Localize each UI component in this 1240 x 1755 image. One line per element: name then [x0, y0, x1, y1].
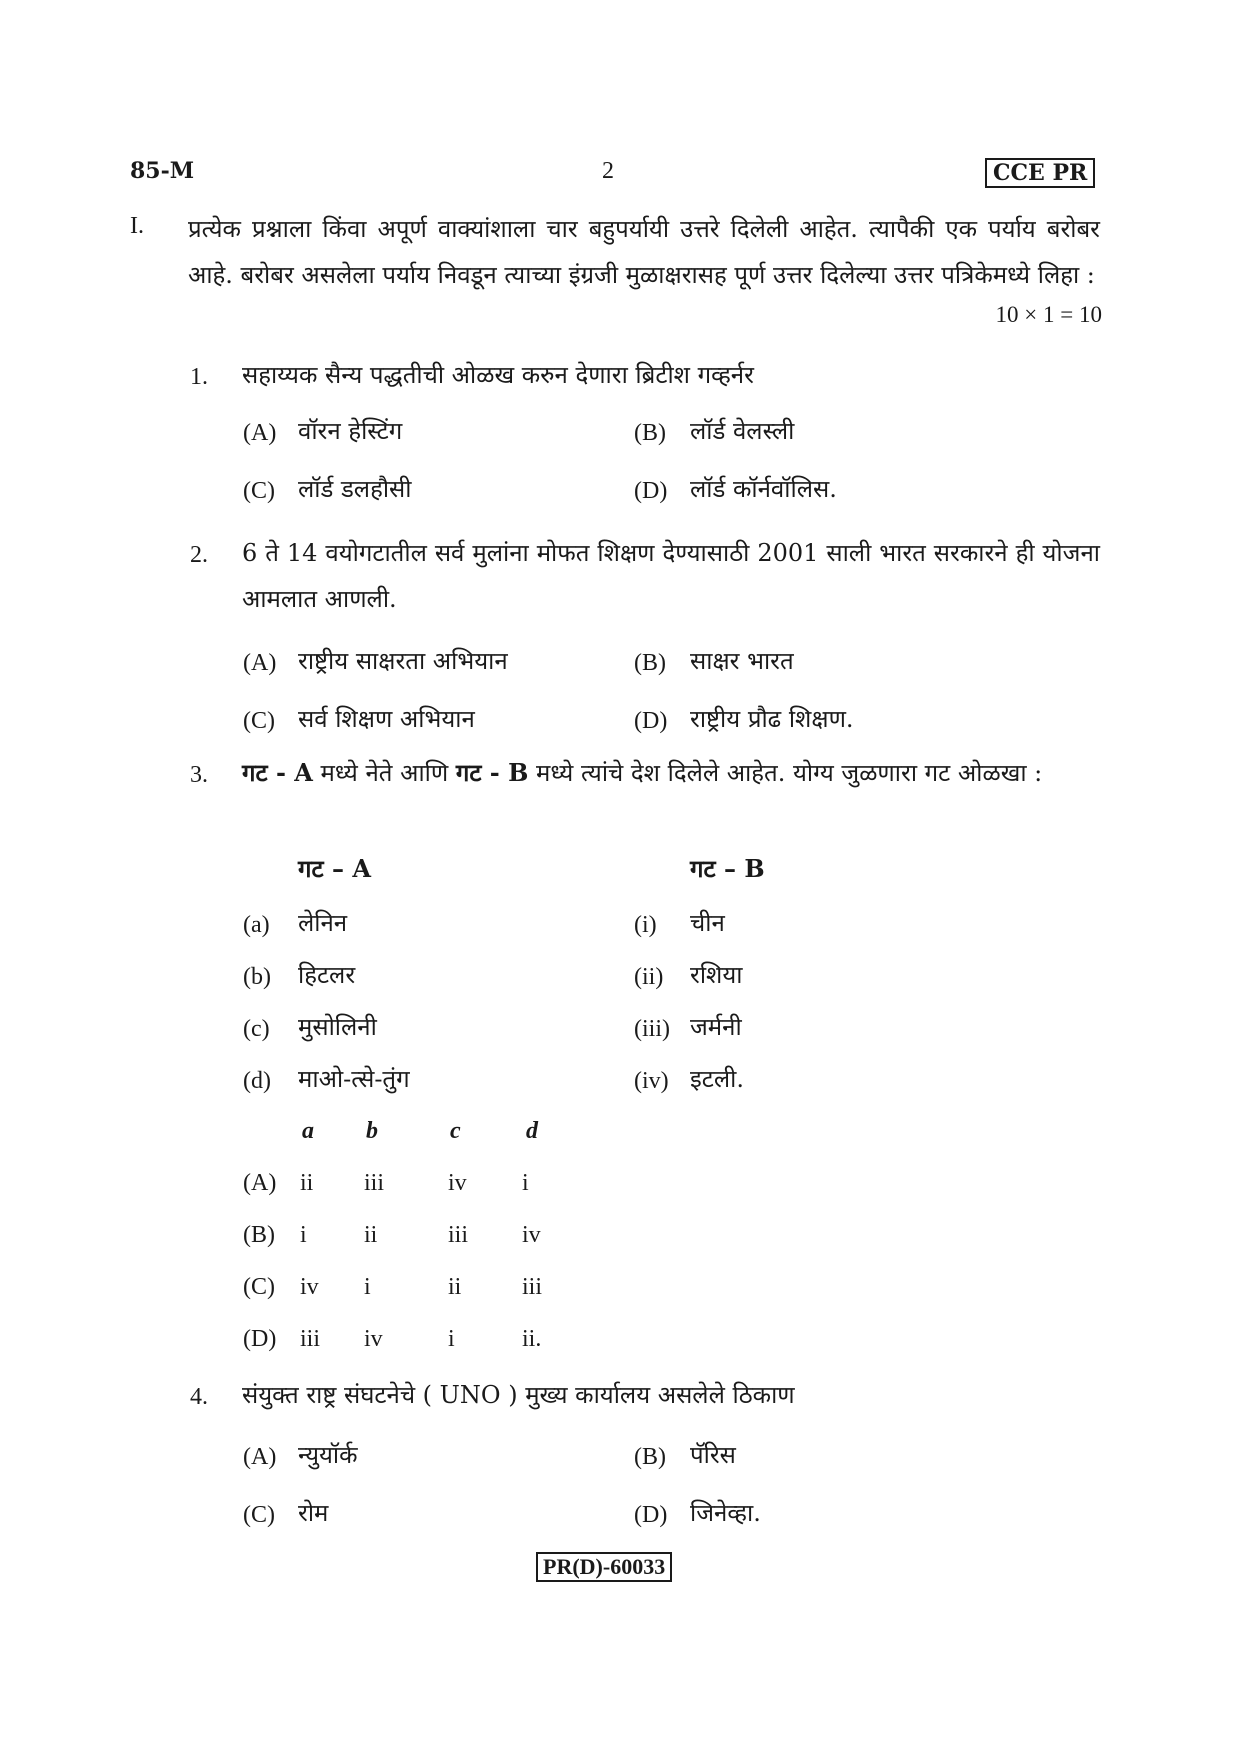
- q1-option-d-label: (D): [634, 478, 668, 504]
- group-b-label-iv: (iv): [634, 1068, 669, 1094]
- match-header-c: c: [450, 1118, 461, 1144]
- group-b-item-ii: रशिया: [690, 961, 743, 989]
- match-cell: iv: [522, 1222, 541, 1248]
- group-b-inline: गट - B: [455, 758, 529, 787]
- group-a-label-a: (a): [243, 912, 270, 938]
- page-number: 2: [602, 158, 614, 184]
- group-b-label-iii: (iii): [634, 1016, 670, 1042]
- q1-option-a-label: (A): [243, 420, 277, 446]
- match-cell: i: [448, 1326, 455, 1352]
- section-number: I.: [130, 213, 144, 239]
- match-cell: ii: [448, 1274, 462, 1300]
- q4-option-b-label: (B): [634, 1444, 666, 1470]
- group-a-label-b: (b): [243, 964, 271, 990]
- match-option-c-label: (C): [243, 1274, 275, 1300]
- paper-code: 85-M: [130, 158, 195, 184]
- q2-option-c-text: सर्व शिक्षण अभियान: [298, 705, 475, 733]
- match-header-b: b: [366, 1118, 378, 1144]
- match-cell: iii: [448, 1222, 469, 1248]
- group-b-label-ii: (ii): [634, 964, 664, 990]
- match-header-a: a: [302, 1118, 314, 1144]
- q4-option-a-text: न्युयॉर्क: [298, 1441, 358, 1469]
- question-2-text: 6 ते 14 वयोगटातील सर्व मुलांना मोफत शिक्षण देण्यासाठी 2001 साली भारत सरकारने ही योजना आमलात आणली.: [242, 539, 1100, 613]
- question-1-text: सहाय्यक सैन्य पद्धतीची ओळख करुन देणारा ब्रिटीश गव्हर्नर: [242, 361, 754, 389]
- group-a-item-d: माओ-त्से-तुंग: [298, 1065, 410, 1093]
- q2-option-d-text: राष्ट्रीय प्रौढ शिक्षण.: [690, 705, 854, 733]
- section-instructions: प्रत्येक प्रश्नाला किंवा अपूर्ण वाक्यांशाला चार बहुपर्यायी उत्तरे दिलेली आहेत. त्यापैकी एक पर्याय बरोबर आहे. बरोबर असलेला पर्याय निवडून त्याच्या इंग्रजी मुळाक्षरासह पूर्ण उत्तर दिलेल्या उत्तर पत्रिकेमध्ये लिहा :: [188, 215, 1100, 289]
- group-b-item-i: चीन: [690, 909, 725, 937]
- q4-option-c-label: (C): [243, 1502, 275, 1528]
- question-3-number: 3.: [190, 762, 208, 788]
- q1-option-c-label: (C): [243, 478, 275, 504]
- question-1-number: 1.: [190, 364, 208, 390]
- q3-text-part-1: मध्ये नेते आणि: [312, 759, 456, 787]
- group-a-label-d: (d): [243, 1068, 271, 1094]
- cce-pr-box: CCE PR: [985, 158, 1095, 188]
- match-option-a-label: (A): [243, 1170, 277, 1196]
- group-b-item-iii: जर्मनी: [690, 1013, 742, 1041]
- match-cell: iii: [364, 1170, 385, 1196]
- match-cell: iv: [300, 1274, 319, 1300]
- question-2-number: 2.: [190, 542, 208, 568]
- match-cell: ii: [300, 1170, 314, 1196]
- section-marks: 10 × 1 = 10: [995, 302, 1102, 327]
- q2-option-a-text: राष्ट्रीय साक्षरता अभियान: [298, 647, 508, 675]
- q2-option-d-label: (D): [634, 708, 668, 734]
- q4-option-c-text: रोम: [298, 1499, 329, 1527]
- question-4-number: 4.: [190, 1384, 208, 1410]
- group-b-heading: गट – B: [690, 854, 765, 883]
- group-b-label-i: (i): [634, 912, 657, 938]
- question-4-text: संयुक्त राष्ट्र संघटनेचे ( UNO ) मुख्य कार्यालय असलेले ठिकाण: [242, 1381, 795, 1409]
- q1-option-b-label: (B): [634, 420, 666, 446]
- match-cell: iii: [522, 1274, 543, 1300]
- match-cell: iv: [448, 1170, 467, 1196]
- match-cell: i: [522, 1170, 529, 1196]
- q2-option-c-label: (C): [243, 708, 275, 734]
- q1-option-c-text: लॉर्ड डलहौसी: [298, 475, 412, 503]
- q4-option-a-label: (A): [243, 1444, 277, 1470]
- q4-option-b-text: पॅरिस: [690, 1441, 736, 1469]
- q4-option-d-text: जिनेव्हा.: [690, 1499, 761, 1527]
- q4-option-d-label: (D): [634, 1502, 668, 1528]
- group-a-label-c: (c): [243, 1016, 270, 1042]
- group-a-item-a: लेनिन: [298, 909, 348, 937]
- match-option-d-label: (D): [243, 1326, 277, 1352]
- group-a-heading: गट – A: [298, 854, 371, 883]
- match-cell: iv: [364, 1326, 383, 1352]
- group-a-item-c: मुसोलिनी: [298, 1013, 377, 1041]
- group-a-inline: गट - A: [242, 758, 313, 787]
- match-option-b-label: (B): [243, 1222, 275, 1248]
- group-b-item-iv: इटली.: [690, 1065, 744, 1093]
- match-cell: i: [364, 1274, 371, 1300]
- match-cell: i: [300, 1222, 307, 1248]
- q1-option-b-text: लॉर्ड वेलस्ली: [690, 417, 795, 445]
- q2-option-b-label: (B): [634, 650, 666, 676]
- q2-option-b-text: साक्षर भारत: [690, 647, 794, 675]
- q1-option-d-text: लॉर्ड कॉर्नवॉलिस.: [690, 475, 837, 503]
- match-header-d: d: [526, 1118, 538, 1144]
- match-cell: iii: [300, 1326, 321, 1352]
- question-3-text: [242, 750, 1100, 796]
- match-cell: ii: [364, 1222, 378, 1248]
- group-a-item-b: हिटलर: [298, 961, 356, 989]
- footer-code: PR(D)-60033: [536, 1552, 672, 1582]
- q1-option-a-text: वॉरन हेस्टिंग: [298, 417, 403, 445]
- q2-option-a-label: (A): [243, 650, 277, 676]
- q3-text-part-2: मध्ये त्यांचे देश दिलेले आहेत. योग्य जुळणारा गट ओळखा :: [528, 759, 1043, 787]
- match-cell: ii.: [522, 1326, 542, 1352]
